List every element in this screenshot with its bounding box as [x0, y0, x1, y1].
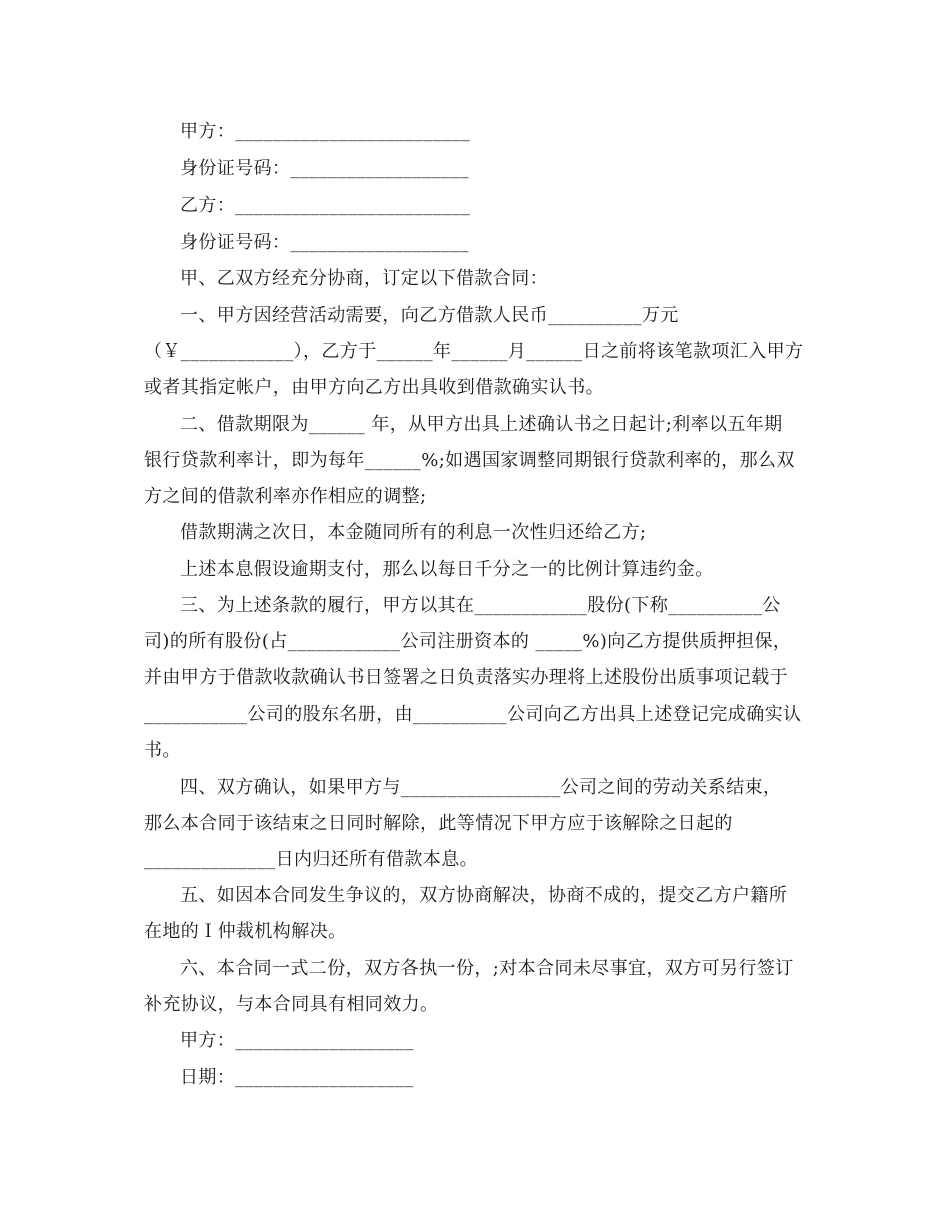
- clause-1-line: 一、甲方因经营活动需要，向乙方借款人民币__________万元: [180, 305, 679, 326]
- clause-2-line: 二、借款期限为______ 年，从甲方出具上述确认书之日起计;利率以五年期: [180, 414, 783, 435]
- clause-5-line: 五、如因本合同发生争议的，双方协商解决，协商不成的，提交乙方户籍所: [180, 885, 788, 906]
- clause-1-line: （￥____________），乙方于______年______月______日之前将该笔款项汇入甲方: [144, 341, 804, 362]
- intro-line: 甲、乙双方经充分协商，订定以下借款合同：: [180, 268, 548, 289]
- clause-2-line: 方之间的借款利率亦作相应的调整;: [144, 486, 427, 507]
- clause-3-line: 书。: [144, 740, 181, 761]
- signature-date-line: 日期：___________________: [180, 1067, 414, 1088]
- clause-3-line: 司)的所有股份(占____________公司注册资本的 _____%)向乙方提供质押担保，: [144, 631, 792, 652]
- party-b-id-line: 身份证号码：___________________: [180, 232, 469, 253]
- clause-2-line: 银行贷款利率计，即为每年______%;如遇国家调整同期银行贷款利率的，那么双: [144, 450, 795, 471]
- clause-4-line: ______________日内归还所有借款本息。: [144, 849, 478, 870]
- party-b-line: 乙方：_________________________: [180, 195, 471, 216]
- signature-party-a-line: 甲方：___________________: [180, 1030, 414, 1051]
- clause-4-line: 四、双方确认，如果甲方与_________________公司之间的劳动关系结束，: [180, 777, 782, 798]
- clause-4-line: 那么本合同于该结束之日同时解除，此等情况下甲方应于该解除之日起的: [144, 813, 733, 834]
- clause-2-extra-line: 上述本息假设逾期支付，那么以每日千分之一的比例计算违约金。: [180, 559, 714, 580]
- clause-3-line: 三、为上述条款的履行，甲方以其在____________股份(下称__________公: [180, 595, 781, 616]
- party-a-line: 甲方：_________________________: [180, 121, 471, 142]
- clause-5-line: 在地的Ｉ仲裁机构解决。: [144, 921, 347, 942]
- clause-2-extra-line: 借款期满之次日，本金随同所有的利息一次性归还给乙方;: [180, 522, 647, 543]
- clause-3-line: 并由甲方于借款收款确认书日签署之日负责落实办理将上述股份出质事项记载于: [144, 667, 788, 688]
- party-a-id-line: 身份证号码：___________________: [180, 158, 469, 179]
- clause-6-line: 六、本合同一式二份，双方各执一份，;对本合同未尽事宜，双方可另行签订: [180, 958, 794, 979]
- clause-1-line: 或者其指定帐户，由甲方向乙方出具收到借款确实认书。: [144, 377, 604, 398]
- clause-3-line: ___________公司的股东名册，由__________公司向乙方出具上述登记完成确实认: [144, 704, 802, 725]
- clause-6-line: 补充协议，与本合同具有相同效力。: [144, 994, 439, 1015]
